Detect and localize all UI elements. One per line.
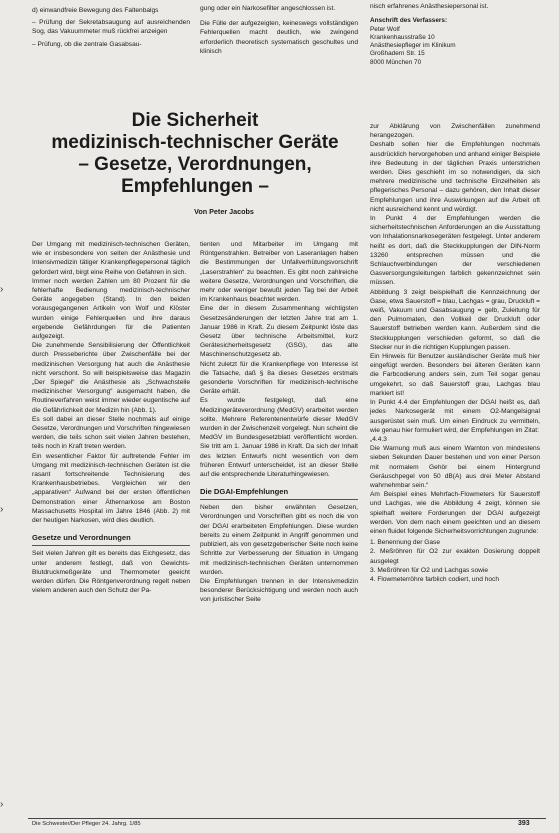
paragraph: Es soll dabei an dieser Stelle nochmals auf einige Gesetze, Verordnungen und Vorschriften hingewiesen werden, die teils schon seit vielen Jahren bestehen, teils noch in Kraft treten werden. <box>32 415 190 451</box>
section-heading: Gesetze und Verordnungen <box>32 533 190 546</box>
previous-article-left <box>32 6 190 49</box>
article-column-left <box>32 240 190 805</box>
text-line: – Prüfung der Sekretabsaugung auf ausreichenden Sog, das Vakuummeter muß rückfrei anzeigen <box>32 19 190 36</box>
address-line: Krankenhausstraße 10 <box>370 33 435 41</box>
list-item: 2. Meßröhren für O2 zur exakten Dosierung doppelt ausgelegt <box>370 548 540 565</box>
text-line: Die Fülle der aufgezeigten, keineswegs vollständigen Fehlerquellen macht deutlich, wie zwingend erforderlich theoretisch systematisch geschultes und klinisch <box>200 20 358 55</box>
quote-reference: „4.4.3 <box>370 435 387 443</box>
quote-paragraph: Die Warnung muß aus einem Warnton von mindestens sieben Sekunden Dauer bestehen und von einer Person mit normalem Gehör bei einem Hintergrund Geräuschpegel von 50 dB(A) aus drei Meter Abstand wahrnehmbar sein.“ <box>370 445 540 489</box>
paragraph: Deshalb sollen hier die Empfehlungen nochmals ausdrücklich hervorgehoben und anhand einiger Beispiele ihre Bedeutung in der täglichen Praxis unterstrichen werden. Dies geschieht im so notwendigen, da sich mehrere medizinische und technische Einzelheiten als pflegerisches Personal – dazu gehören, den Inhalt dieser Empfehlungen und ihre Auswirkungen auf die Arbeit oft nicht ausreichend kennt und würdigt. <box>370 141 540 213</box>
paragraph: Eine der in diesem Zusammenhang wichtigsten Gesetzesänderungen der letzten Jahre trat am 1. Januar 1986 in Kraft. Zu diesem Zeitpunkt löste das Gesetz über technische Arbeitsmittel, kurz Gerätesicherheitsgesetz (GSG), das alte Maschinenschutzgesetz ab. <box>200 305 358 359</box>
paragraph: Seit vielen Jahren gilt es bereits das Eichgesetz, das unter anderem festlegt, daß von Gewichts- Blutdruckmeßgeräte und Thermometer geeicht werden dürfen. Die Röntgenverordnung regelt neben vielem anderen auch den Schutz der Pa- <box>32 550 190 595</box>
list-item: 3. Meßröhren für O2 und Lachgas sowie <box>370 566 489 574</box>
article-title-line: medizinisch-technischer Geräte <box>51 132 339 153</box>
address-line: Großhadern Str. 15 <box>370 50 425 58</box>
paragraph: zur Abklärung von Zwischenfällen zunehmend herangezogen. <box>370 123 540 140</box>
text-line: gung oder ein Narkosefilter angeschlossen ist. <box>200 5 336 12</box>
section-heading: Die DGAI-Empfehlungen <box>200 487 358 500</box>
paragraph: tienten und Mitarbeiter im Umgang mit Röntgenstrahlen. Betreiber von Laseranlagen haben die Bestimmungen der Unfallverhütungsvorschrift „Laserstrahlen“ zu beachten. Es gibt noch zahlreiche weitere Gesetze, Verordnungen und Vorschriften, die mehr oder weniger bewußt jeden Tag bei der Arbeit im Krankenhaus beachtet werden. <box>200 241 358 304</box>
article-column-middle <box>200 240 358 805</box>
article-column-right <box>370 122 540 812</box>
author-address <box>370 17 540 67</box>
address-line: Anästhesiepfleger im Klinikum <box>370 42 456 50</box>
text-line: d) einwandfreie Bewegung des Faltenbalgs <box>32 7 159 14</box>
previous-article-middle <box>200 4 358 56</box>
footer-rule <box>28 818 546 819</box>
paragraph: Neben den bisher erwähnten Gesetzen, Verordnungen und Vorschriften gibt es noch die von der DGAI erarbeiteten Empfehlungen. Diese wurden bereits zu einem Zeitpunkt in Angriff genommen und publiziert, als von gesetzgeberischer Seite noch keine Schritte zur Verbesserung der Situation in Umgang mit medizinisch-technischen Geräten unternommen wurden. <box>200 504 358 576</box>
paragraph: Die Empfehlungen trennen in der Intensivmedizin besonderer Berücksichtigung und werden noch auch von juristischer Seite <box>200 577 358 604</box>
paragraph: Die zunehmende Sensibilisierung der Öffentlichkeit durch Presseberichte über Zwischenfälle bei der medizinischen Versorgung hat auch die Anästhesie nicht verschont. So will beispielsweise das Magazin „Der Spiegel“ die Anästhesie als „Schwachstelle medizinischer Versorgung“ ausgemacht haben, die Routineverfahren weist immer wieder eugentische auf die Gefährlichkeit der Medizin hin (Abb. 1). <box>32 342 190 414</box>
list-item: 4. Flowmeterröhre farblich codiert, und hoch <box>370 575 500 583</box>
page-number: 393 <box>518 820 530 827</box>
address-heading: Anschrift des Verfassers: <box>370 17 448 25</box>
paragraph: Abbildung 3 zeigt beispielhaft die Kennzeichnung der Gase, etwa Sauerstoff = blau, Lachgas = grau, Druckluft = weiß, Vakuum und Gasabsaugung = gelb, Zuleitung für den Pulmomaten, den Vollkeil der Druckluft oder Sauerstoff betrieben werden kann. Außerdem sind die Steckkupplungen verschieden geformt, so daß die Stecker nur in die richtigen Kupplungen passen. <box>370 288 540 351</box>
binding-mark: › <box>0 504 4 515</box>
text-line: – Prüfung, ob die zentrale Gasabsau- <box>32 40 142 48</box>
paragraph: Der Umgang mit medizinisch-technischen Geräten, wie er insbesondere von seiten der Anästhesie und Intensivmedizin tätiger Krankenpflegepersonal täglich gefordert wird, birgt eine Reihe von Gefahren in sich. <box>32 241 190 276</box>
paragraph: Am Beispiel eines Mehrfach-Flowmeters für Sauerstoff und Lachgas, wie die Abbildung 4 zeigt, können sie spielhaft weitere Forderungen der DGAI aufgezeigt werden. Von dem nach einem geeichten und an diesem einen fluidet folgende Sicherheitsvorrichtungen zugrunde: <box>370 491 540 535</box>
paragraph: Immer noch werden Zahlen um 80 Prozent für die fehlerhafte Bedienung medizinisch-technischer Geräte angegeben (Stand). In den beiden vorausgegangenen Artikeln von Wolf und Klöster wurden einige Fehlerquellen und ihre daraus ergebende Gefährdungen für die Patienten aufgezeigt. <box>32 277 190 341</box>
text-line: nisch erfahrenes Anästhesiepersonal ist. <box>370 3 489 10</box>
article-title-line: – Gesetze, Verordnungen, <box>78 154 312 175</box>
requirements-list <box>370 538 540 584</box>
list-item: 1. Benennung der Gase <box>370 539 441 547</box>
byline: Von Peter Jacobs <box>194 207 254 216</box>
article-title-line: Die Sicherheit <box>131 110 259 131</box>
article-title-line: Empfehlungen – <box>121 176 269 197</box>
article-header <box>30 110 360 216</box>
binding-mark: › <box>0 284 4 295</box>
address-line: Peter Wolf <box>370 25 400 33</box>
paragraph: Es wurde festgelegt, daß eine Medizingeräteverordnung (MedGV) erarbeitet werden sollte. Mehrere Referentenentwürfe dieser MedGV wurden in der Zwischenzeit vorgelegt. Nun scheint die MedGV im Bundesgesetzblatt veröffentlicht worden. Sie tritt am 1. Januar 1986 in Kraft. Da sich der Inhalt des letzten Entwurfs nicht wesentlich von dem früheren Entwurf unterscheidet, ist an dieser Stelle auf die entsprechende Literaturhingewiesen. <box>200 397 358 479</box>
paragraph: Nicht zuletzt für die Krankenpflege von Interesse ist die Tatsache, daß § 8a dieses Gesetzes erstmals gesonderte Vorschriften für medizinisch-technische Geräte erhält. <box>200 360 358 396</box>
binding-mark: › <box>0 799 4 810</box>
previous-article-right <box>370 2 540 67</box>
paragraph: Ein Hinweis für Benutzer ausländischer Geräte muß hier eingefügt werden. Besonders bei älteren Geräten kann die Farbcodierung anders sein, zum Teil sogar genau umgekehrt, so daß Sauerstoff grau, Lachgas blau markiert ist! <box>370 353 540 397</box>
paragraph: Ein wesentlicher Faktor für auftretende Fehler im Umgang mit medizinisch-technischen Geräten ist die rasant fortschreitende Technisierung des Krankenhausbetriebes. Vergleichen wir den „apparativen“ Aufwand bei der ersten öffentlichen Demonstration einer Äthernarkose am Boston Massachusetts Hospital im Jahre 1846 (Abb. 2) mit der heutigen Narkosen, wird dies deutlich. <box>32 452 190 525</box>
address-line: 8000 München 70 <box>370 58 422 66</box>
paragraph: In Punkt 4.4 der Empfehlungen der DGAI heißt es, daß jedes Narkosegerät mit einem O2-Mangelsignal ausgerüstet sein muß. Um einen Eindruck zu vermitteln, wie genau hier formuliert wird, der Empfehlungen im Zitat: <box>370 399 540 434</box>
journal-citation: Die Schwester/Der Pfleger 24. Jahrg. 1/85 <box>32 821 141 827</box>
paragraph: In Punkt 4 der Empfehlungen werden die sicherheitstechnischen Anforderungen an die Ausstattung von Inhalationsnarkosegeräten festgelegt. Unter anderem heißt es dort, daß die Steckkupplungen der DIN-Norm 13260 entsprechen müssen und die Schlauchverbindungen der verschiedenen Gasversorgungsleitungen farblich gekennzeichnet sein müssen. <box>370 215 540 287</box>
